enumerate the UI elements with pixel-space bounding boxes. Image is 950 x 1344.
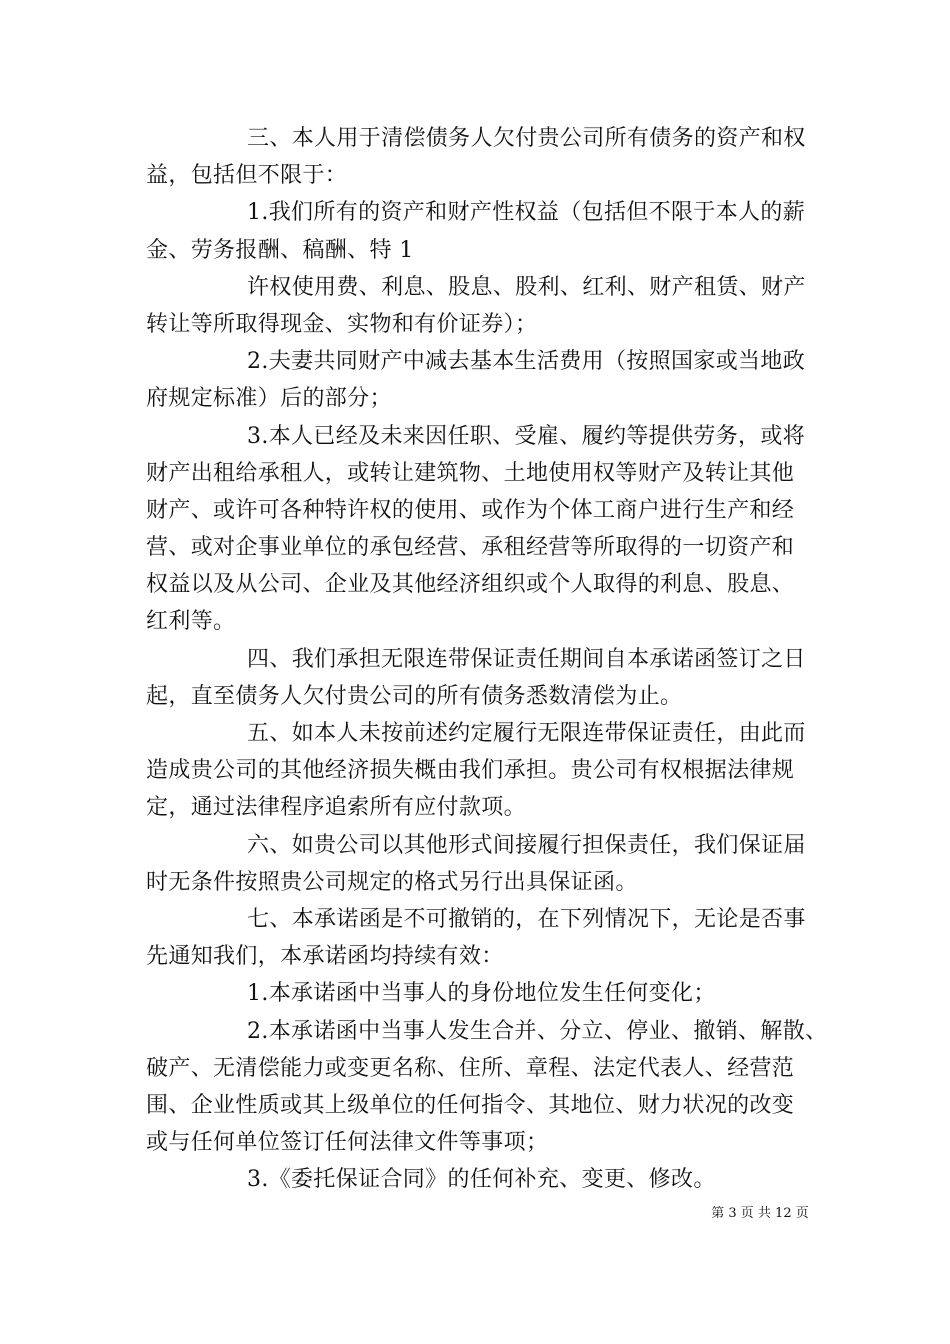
text-line: 定，通过法律程序追索所有应付款项。 bbox=[146, 795, 526, 821]
text-line: 红利等。 bbox=[146, 609, 236, 635]
text-line: 财产、或许可各种特许权的使用、或作为个体工商户进行生产和经 bbox=[146, 497, 795, 523]
text-line: 造成贵公司的其他经济损失概由我们承担。贵公司有权根据法律规 bbox=[146, 758, 795, 784]
text-line: 金、劳务报酬、稿酬、特 1 bbox=[146, 237, 414, 263]
text-line: 权益以及从公司、企业及其他经济组织或个人取得的利息、股息、 bbox=[146, 572, 795, 598]
text-line: 或与任何单位签订任何法律文件等事项； bbox=[146, 1130, 549, 1156]
text-line: 五、如本人未按前述约定履行无限连带保证责任，由此而 bbox=[247, 721, 806, 746]
text-line: 2.夫妻共同财产中减去基本生活费用（按照国家或当地政 bbox=[247, 349, 806, 375]
text-line: 四、我们承担无限连带保证责任期间自本承诺函签订之日 bbox=[247, 646, 806, 672]
text-line: 转让等所取得现金、实物和有价证券）； bbox=[146, 311, 538, 337]
text-line: 2.本承诺函中当事人发生合并、分立、停业、撤销、解散、 bbox=[247, 1018, 828, 1044]
text-line: 许权使用费、利息、股息、股利、红利、财产租赁、财产 bbox=[247, 274, 806, 300]
text-line: 围、企业性质或其上级单位的任何指令、其地位、财力状况的改变 bbox=[146, 1092, 795, 1118]
text-line: 财产出租给承租人，或转让建筑物、土地使用权等财产及转让其他 bbox=[146, 460, 795, 486]
text-line: 三、本人用于清偿债务人欠付贵公司所有债务的资产和权 bbox=[247, 126, 806, 151]
text-line: 七、本承诺函是不可撤销的，在下列情况下，无论是否事 bbox=[247, 906, 806, 932]
text-line: 营、或对企事业单位的承包经营、承租经营等所取得的一切资产和 bbox=[146, 535, 795, 561]
document-body bbox=[146, 120, 828, 1198]
text-line: 六、如贵公司以其他形式间接履行担保责任，我们保证届 bbox=[247, 832, 806, 858]
text-line: 起，直至债务人欠付贵公司的所有债务悉数清偿为止。 bbox=[146, 683, 683, 709]
text-line: 3.本人已经及未来因任职、受雇、履约等提供劳务，或将 bbox=[247, 423, 806, 449]
text-line: 3.《委托保证合同》的任何补充、变更、修改。 bbox=[247, 1167, 716, 1193]
text-line: 破产、无清偿能力或变更名称、住所、章程、法定代表人、经营范 bbox=[146, 1055, 795, 1081]
text-line: 时无条件按照贵公司规定的格式另行出具保证函。 bbox=[146, 869, 638, 895]
text-line: 府规定标准）后的部分； bbox=[146, 386, 392, 412]
text-line: 1.本承诺函中当事人的身份地位发生任何变化； bbox=[247, 981, 716, 1007]
text-line: 1.我们所有的资产和财产性权益（包括但不限于本人的薪 bbox=[247, 200, 806, 226]
page-number-footer: 第 3 页 共 12 页 bbox=[711, 1206, 809, 1221]
text-line: 益，包括但不限于： bbox=[146, 163, 348, 189]
text-line: 先通知我们，本承诺函均持续有效： bbox=[146, 944, 504, 970]
